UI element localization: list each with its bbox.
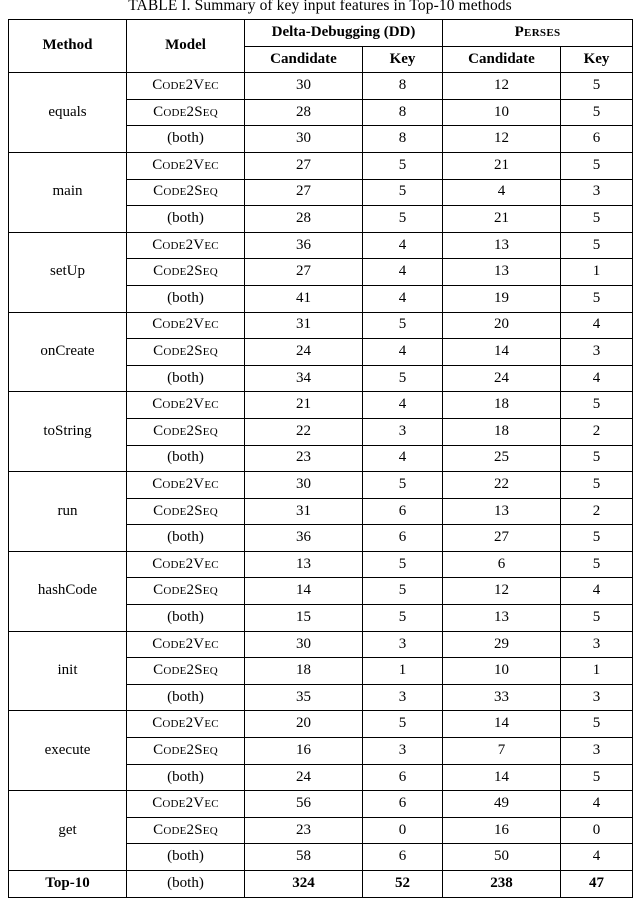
- perses-key-cell: 4: [561, 844, 633, 871]
- table-caption: [8, 0, 632, 15]
- model-cell: Code2Vec: [127, 73, 245, 100]
- perses-candidate-cell: 29: [443, 631, 561, 658]
- dd-candidate-cell: 31: [245, 312, 363, 339]
- dd-candidate-cell: 27: [245, 152, 363, 179]
- dd-key-cell: 5: [363, 472, 443, 499]
- perses-candidate-cell: 10: [443, 99, 561, 126]
- dd-key-cell: 6: [363, 844, 443, 871]
- dd-key-cell: 5: [363, 578, 443, 605]
- perses-key-cell: 3: [561, 179, 633, 206]
- table-row: [9, 312, 633, 339]
- model-cell: (both): [127, 844, 245, 871]
- key-input-features-table: [8, 19, 633, 898]
- perses-key-cell: 4: [561, 312, 633, 339]
- perses-candidate-cell: 13: [443, 498, 561, 525]
- total-label-cell: Top-10: [9, 871, 127, 898]
- perses-key-cell: 1: [561, 658, 633, 685]
- table-row: [9, 232, 633, 259]
- perses-key-cell: 5: [561, 73, 633, 100]
- model-cell: Code2Vec: [127, 152, 245, 179]
- model-cell: Code2Vec: [127, 472, 245, 499]
- perses-candidate-cell: 22: [443, 472, 561, 499]
- perses-candidate-cell: 4: [443, 179, 561, 206]
- perses-candidate-cell: 10: [443, 658, 561, 685]
- dd-candidate-cell: 22: [245, 418, 363, 445]
- method-name-cell: setUp: [9, 232, 127, 312]
- model-cell: Code2Vec: [127, 551, 245, 578]
- perses-key-cell: 2: [561, 418, 633, 445]
- dd-candidate-cell: 27: [245, 259, 363, 286]
- header-model: Model: [127, 20, 245, 73]
- model-cell: Code2Seq: [127, 578, 245, 605]
- dd-candidate-cell: 24: [245, 764, 363, 791]
- model-cell: Code2Seq: [127, 179, 245, 206]
- dd-key-cell: 6: [363, 498, 443, 525]
- dd-candidate-cell: 35: [245, 684, 363, 711]
- model-cell: Code2Vec: [127, 631, 245, 658]
- dd-candidate-cell: 30: [245, 631, 363, 658]
- dd-candidate-cell: 58: [245, 844, 363, 871]
- perses-key-cell: 5: [561, 472, 633, 499]
- dd-candidate-cell: 18: [245, 658, 363, 685]
- dd-key-cell: 4: [363, 259, 443, 286]
- model-cell: (both): [127, 365, 245, 392]
- model-cell: Code2Seq: [127, 339, 245, 366]
- perses-key-cell: 5: [561, 605, 633, 632]
- table-row: [9, 152, 633, 179]
- header-dd-candidate: Candidate: [245, 46, 363, 73]
- model-cell: (both): [127, 206, 245, 233]
- total-dd-candidate-cell: 324: [245, 871, 363, 898]
- perses-key-cell: 5: [561, 206, 633, 233]
- model-cell: (both): [127, 525, 245, 552]
- model-cell: (both): [127, 126, 245, 153]
- caption-label: TABLE I.: [128, 0, 191, 14]
- dd-candidate-cell: 23: [245, 445, 363, 472]
- model-cell: Code2Seq: [127, 658, 245, 685]
- perses-candidate-cell: 13: [443, 232, 561, 259]
- perses-candidate-cell: 24: [443, 365, 561, 392]
- total-perses-key-cell: 47: [561, 871, 633, 898]
- perses-candidate-cell: 25: [443, 445, 561, 472]
- dd-key-cell: 6: [363, 791, 443, 818]
- table-total-row: [9, 871, 633, 898]
- perses-key-cell: 5: [561, 551, 633, 578]
- dd-key-cell: 0: [363, 817, 443, 844]
- dd-candidate-cell: 56: [245, 791, 363, 818]
- method-name-cell: run: [9, 472, 127, 552]
- table-body: [9, 73, 633, 897]
- perses-candidate-cell: 6: [443, 551, 561, 578]
- perses-key-cell: 3: [561, 339, 633, 366]
- perses-candidate-cell: 21: [443, 206, 561, 233]
- dd-candidate-cell: 30: [245, 73, 363, 100]
- perses-candidate-cell: 50: [443, 844, 561, 871]
- table-row: [9, 711, 633, 738]
- table-row: [9, 73, 633, 100]
- header-method: Method: [9, 20, 127, 73]
- model-cell: Code2Seq: [127, 498, 245, 525]
- perses-candidate-cell: 21: [443, 152, 561, 179]
- dd-key-cell: 5: [363, 551, 443, 578]
- perses-key-cell: 5: [561, 445, 633, 472]
- model-cell: Code2Vec: [127, 392, 245, 419]
- method-name-cell: onCreate: [9, 312, 127, 392]
- table-row: [9, 791, 633, 818]
- dd-key-cell: 4: [363, 285, 443, 312]
- model-cell: (both): [127, 285, 245, 312]
- perses-key-cell: 4: [561, 578, 633, 605]
- perses-candidate-cell: 16: [443, 817, 561, 844]
- dd-candidate-cell: 21: [245, 392, 363, 419]
- dd-key-cell: 4: [363, 232, 443, 259]
- dd-key-cell: 8: [363, 99, 443, 126]
- dd-key-cell: 6: [363, 525, 443, 552]
- dd-key-cell: 5: [363, 365, 443, 392]
- table-head: [9, 20, 633, 73]
- dd-key-cell: 3: [363, 418, 443, 445]
- perses-candidate-cell: 12: [443, 578, 561, 605]
- model-cell: Code2Seq: [127, 418, 245, 445]
- header-group-delta-debugging: Delta-Debugging (DD): [245, 20, 443, 47]
- perses-candidate-cell: 33: [443, 684, 561, 711]
- dd-key-cell: 3: [363, 684, 443, 711]
- dd-key-cell: 1: [363, 658, 443, 685]
- dd-key-cell: 6: [363, 764, 443, 791]
- header-perses-candidate: Candidate: [443, 46, 561, 73]
- dd-key-cell: 8: [363, 126, 443, 153]
- model-cell: Code2Vec: [127, 232, 245, 259]
- model-cell: Code2Vec: [127, 312, 245, 339]
- perses-candidate-cell: 12: [443, 126, 561, 153]
- model-cell: Code2Vec: [127, 791, 245, 818]
- model-cell: (both): [127, 445, 245, 472]
- perses-candidate-cell: 27: [443, 525, 561, 552]
- dd-candidate-cell: 20: [245, 711, 363, 738]
- table-row: [9, 392, 633, 419]
- header-row-groups: [9, 20, 633, 47]
- perses-candidate-cell: 49: [443, 791, 561, 818]
- model-cell: (both): [127, 764, 245, 791]
- caption-text: Summary of key input features in Top-10 methods: [194, 0, 512, 14]
- dd-key-cell: 5: [363, 206, 443, 233]
- dd-key-cell: 5: [363, 711, 443, 738]
- total-model-cell: (both): [127, 871, 245, 898]
- perses-candidate-cell: 13: [443, 605, 561, 632]
- perses-key-cell: 4: [561, 791, 633, 818]
- table-row: [9, 551, 633, 578]
- perses-candidate-cell: 20: [443, 312, 561, 339]
- method-name-cell: get: [9, 791, 127, 871]
- perses-key-cell: 1: [561, 259, 633, 286]
- perses-key-cell: 2: [561, 498, 633, 525]
- perses-candidate-cell: 13: [443, 259, 561, 286]
- perses-key-cell: 5: [561, 285, 633, 312]
- dd-candidate-cell: 34: [245, 365, 363, 392]
- perses-key-cell: 3: [561, 684, 633, 711]
- perses-candidate-cell: 19: [443, 285, 561, 312]
- dd-candidate-cell: 15: [245, 605, 363, 632]
- perses-key-cell: 5: [561, 99, 633, 126]
- method-name-cell: execute: [9, 711, 127, 791]
- perses-key-cell: 3: [561, 738, 633, 765]
- perses-candidate-cell: 14: [443, 764, 561, 791]
- perses-key-cell: 5: [561, 525, 633, 552]
- total-perses-candidate-cell: 238: [443, 871, 561, 898]
- dd-candidate-cell: 14: [245, 578, 363, 605]
- dd-key-cell: 3: [363, 631, 443, 658]
- dd-key-cell: 3: [363, 738, 443, 765]
- perses-key-cell: 5: [561, 232, 633, 259]
- total-dd-key-cell: 52: [363, 871, 443, 898]
- method-name-cell: init: [9, 631, 127, 711]
- model-cell: Code2Seq: [127, 817, 245, 844]
- dd-candidate-cell: 30: [245, 472, 363, 499]
- method-name-cell: main: [9, 152, 127, 232]
- model-cell: (both): [127, 684, 245, 711]
- perses-key-cell: 4: [561, 365, 633, 392]
- dd-candidate-cell: 36: [245, 232, 363, 259]
- header-group-perses: Perses: [443, 20, 633, 47]
- dd-candidate-cell: 30: [245, 126, 363, 153]
- model-cell: Code2Seq: [127, 99, 245, 126]
- perses-key-cell: 5: [561, 392, 633, 419]
- dd-candidate-cell: 23: [245, 817, 363, 844]
- perses-key-cell: 6: [561, 126, 633, 153]
- perses-candidate-cell: 14: [443, 711, 561, 738]
- model-cell: Code2Seq: [127, 738, 245, 765]
- perses-candidate-cell: 18: [443, 418, 561, 445]
- perses-candidate-cell: 14: [443, 339, 561, 366]
- dd-candidate-cell: 36: [245, 525, 363, 552]
- dd-key-cell: 5: [363, 179, 443, 206]
- perses-candidate-cell: 18: [443, 392, 561, 419]
- perses-key-cell: 5: [561, 711, 633, 738]
- dd-candidate-cell: 24: [245, 339, 363, 366]
- dd-candidate-cell: 27: [245, 179, 363, 206]
- perses-key-cell: 5: [561, 764, 633, 791]
- dd-candidate-cell: 41: [245, 285, 363, 312]
- dd-key-cell: 4: [363, 339, 443, 366]
- perses-key-cell: 0: [561, 817, 633, 844]
- table-row: [9, 472, 633, 499]
- perses-candidate-cell: 12: [443, 73, 561, 100]
- dd-key-cell: 5: [363, 312, 443, 339]
- model-cell: Code2Seq: [127, 259, 245, 286]
- table-row: [9, 631, 633, 658]
- perses-key-cell: 5: [561, 152, 633, 179]
- header-perses-key: Key: [561, 46, 633, 73]
- perses-candidate-cell: 7: [443, 738, 561, 765]
- header-dd-key: Key: [363, 46, 443, 73]
- model-cell: Code2Vec: [127, 711, 245, 738]
- dd-candidate-cell: 28: [245, 99, 363, 126]
- model-cell: (both): [127, 605, 245, 632]
- dd-candidate-cell: 13: [245, 551, 363, 578]
- dd-candidate-cell: 16: [245, 738, 363, 765]
- method-name-cell: toString: [9, 392, 127, 472]
- dd-candidate-cell: 28: [245, 206, 363, 233]
- dd-key-cell: 4: [363, 392, 443, 419]
- dd-key-cell: 8: [363, 73, 443, 100]
- dd-key-cell: 5: [363, 605, 443, 632]
- dd-key-cell: 4: [363, 445, 443, 472]
- dd-candidate-cell: 31: [245, 498, 363, 525]
- method-name-cell: equals: [9, 73, 127, 153]
- method-name-cell: hashCode: [9, 551, 127, 631]
- perses-key-cell: 3: [561, 631, 633, 658]
- dd-key-cell: 5: [363, 152, 443, 179]
